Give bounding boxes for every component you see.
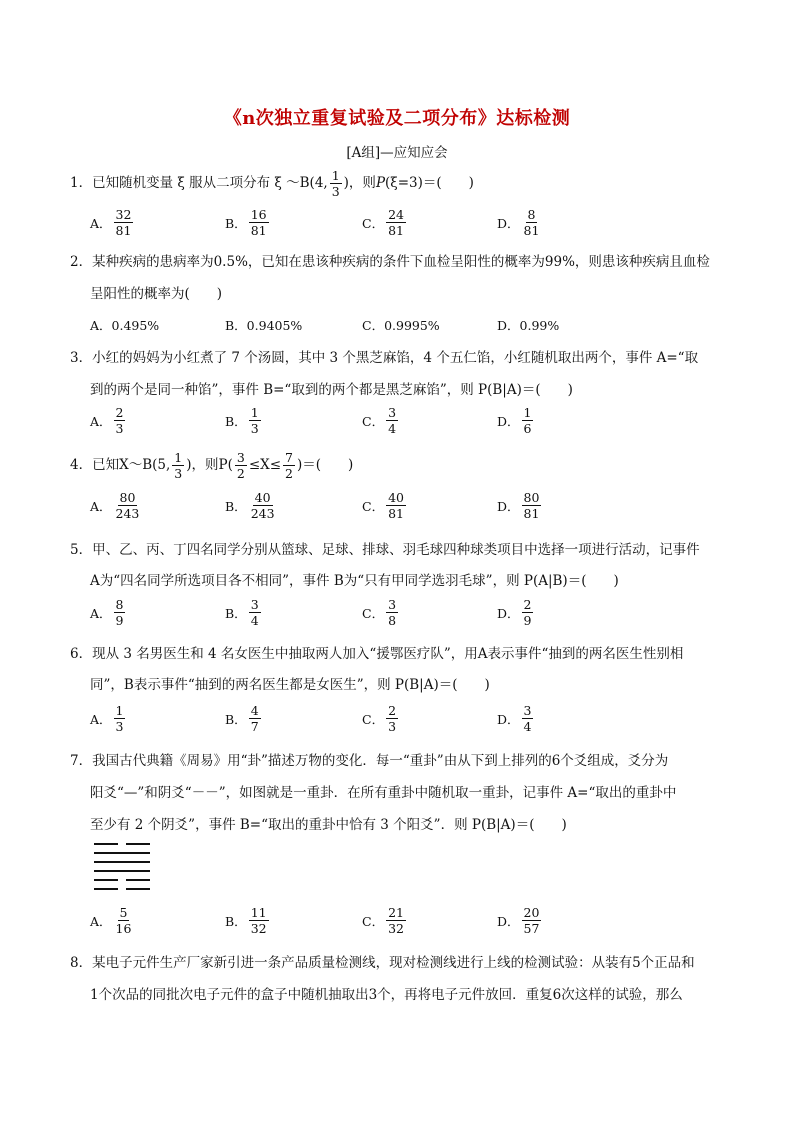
question-3: 3．小红的妈妈为小红煮了 7 个汤圆，其中 3 个黑芝麻馅，4 个五仁馅，小红随机取出两个，事件 A=“取 [70,350,699,366]
option-a[interactable]: A． $\frac{8}{9}$ [90,597,124,628]
question-7: 7．我国古代典籍《周易》用“卦”描述万物的变化．每一“重卦”由从下到上排列的6个爻组成，爻分为 [70,753,669,769]
option-c[interactable]: C． $\frac{24}{81}$ [362,207,404,238]
question-5-line-2: A为“四名同学所选项目各不相同”，事件 B为“只有甲同学选羽毛球”，则 P(A|B)＝( ) [90,573,619,589]
hexagram-figure [94,843,150,891]
document-title: 《n次独立重复试验及二项分布》达标检测 [223,108,571,129]
question-text: 已知随机变量 ξ 服从二项分布 ξ ～B(4, [92,175,328,191]
yang-line [94,861,150,863]
option-b[interactable]: B．0.9405% [225,318,303,333]
question-8: 8．某电子元件生产厂家新引进一条产品质量检测线，现对检测线进行上线的检测试验：从装有5个正品和 [70,955,695,971]
option-b[interactable]: B． $\frac{11}{32}$ [225,905,267,936]
option-b[interactable]: B． $\frac{1}{3}$ [225,405,259,436]
fraction: $\frac{1}{3}$ [331,168,340,199]
option-a[interactable]: A． $\frac{1}{3}$ [90,703,124,734]
question-1: 1．已知随机变量 ξ 服从二项分布 ξ ～B(4, $\frac{1}{3}$ )，则P(ξ=3)＝( ) [70,168,474,199]
option-b[interactable]: B． $\frac{3}{4}$ [225,597,259,628]
yin-line-segment [94,879,118,881]
option-a[interactable]: A． $\frac{2}{3}$ [90,405,124,436]
option-c[interactable]: C． $\frac{2}{3}$ [362,703,397,734]
yin-line-segment [126,879,150,881]
option-d[interactable]: D． $\frac{2}{9}$ [497,597,532,628]
question-7-line-2: 阳爻“—”和阴爻“－－”，如图就是一重卦．在所有重卦中随机取一重卦，记事件 A=“取出的重卦中 [90,785,677,801]
question-6-line-2: 同”，B表示事件“抽到的两名医生都是女医生”，则 P(B|A)＝( ) [90,677,490,693]
option-a[interactable]: A．0.495% [90,318,160,333]
yin-line-segment [126,888,150,890]
section-subtitle: [A组]—应知应会 [346,145,448,161]
yin-line-segment [94,888,118,890]
question-7-line-3: 至少有 2 个阴爻”，事件 B=“取出的重卦中恰有 3 个阳爻”．则 P(B|A)＝( ) [90,817,567,833]
option-d[interactable]: D． $\frac{8}{81}$ [497,207,540,238]
question-2: 2．某种疾病的患病率为0.5%，已知在患该种疾病的条件下血检呈阳性的概率为99%，则患该种疾病且血检 [70,254,710,270]
option-c[interactable]: C． $\frac{3}{4}$ [362,405,397,436]
question-6: 6．现从 3 名男医生和 4 名女医生中抽取两人加入“援鄂医疗队”，用A表示事件“抽到的两名医生性别相 [70,646,684,662]
yin-line-segment [126,843,150,845]
question-4: 4．已知X～B(5, $\frac{1}{3}$ )，则P( $\frac{3}{2}$ ≤X≤ $\frac{7}{2}$ )＝( ) [70,450,354,481]
option-b[interactable]: B． $\frac{4}{7}$ [225,703,259,734]
option-d[interactable]: D． $\frac{3}{4}$ [497,703,532,734]
option-d[interactable]: D． $\frac{20}{57}$ [497,905,540,936]
option-a[interactable]: A． $\frac{32}{81}$ [90,207,132,238]
yang-line [94,852,150,854]
option-b[interactable]: B． $\frac{16}{81}$ [225,207,267,238]
question-3-line-2: 到的两个是同一种馅”，事件 B=“取到的两个都是黑芝麻馅”，则 P(B|A)＝( ) [90,382,573,398]
question-8-line-2: 1个次品的同批次电子元件的盒子中随机抽取出3个，再将电子元件放回．重复6次这样的试验，那么 [90,987,683,1003]
yang-line [94,870,150,872]
question-5: 5．甲、乙、丙、丁四名同学分别从篮球、足球、排球、羽毛球四种球类项目中选择一项进行活动，记事件 [70,542,700,558]
option-d[interactable]: D．0.99% [497,318,560,333]
option-a[interactable]: A． $\frac{5}{16}$ [90,905,132,936]
option-c[interactable]: C．0.9995% [362,318,440,333]
option-d[interactable]: D． $\frac{80}{81}$ [497,490,540,521]
question-number: 1． [70,175,93,191]
option-d[interactable]: D． $\frac{1}{6}$ [497,405,532,436]
option-b[interactable]: B． $\frac{40}{243}$ [225,490,275,521]
option-c[interactable]: C． $\frac{21}{32}$ [362,905,404,936]
option-c[interactable]: C． $\frac{40}{81}$ [362,490,404,521]
option-c[interactable]: C． $\frac{3}{8}$ [362,597,397,628]
question-2-line-2: 呈阳性的概率为( ) [90,286,223,302]
yin-line-segment [94,843,118,845]
option-a[interactable]: A． $\frac{80}{243}$ [90,490,140,521]
